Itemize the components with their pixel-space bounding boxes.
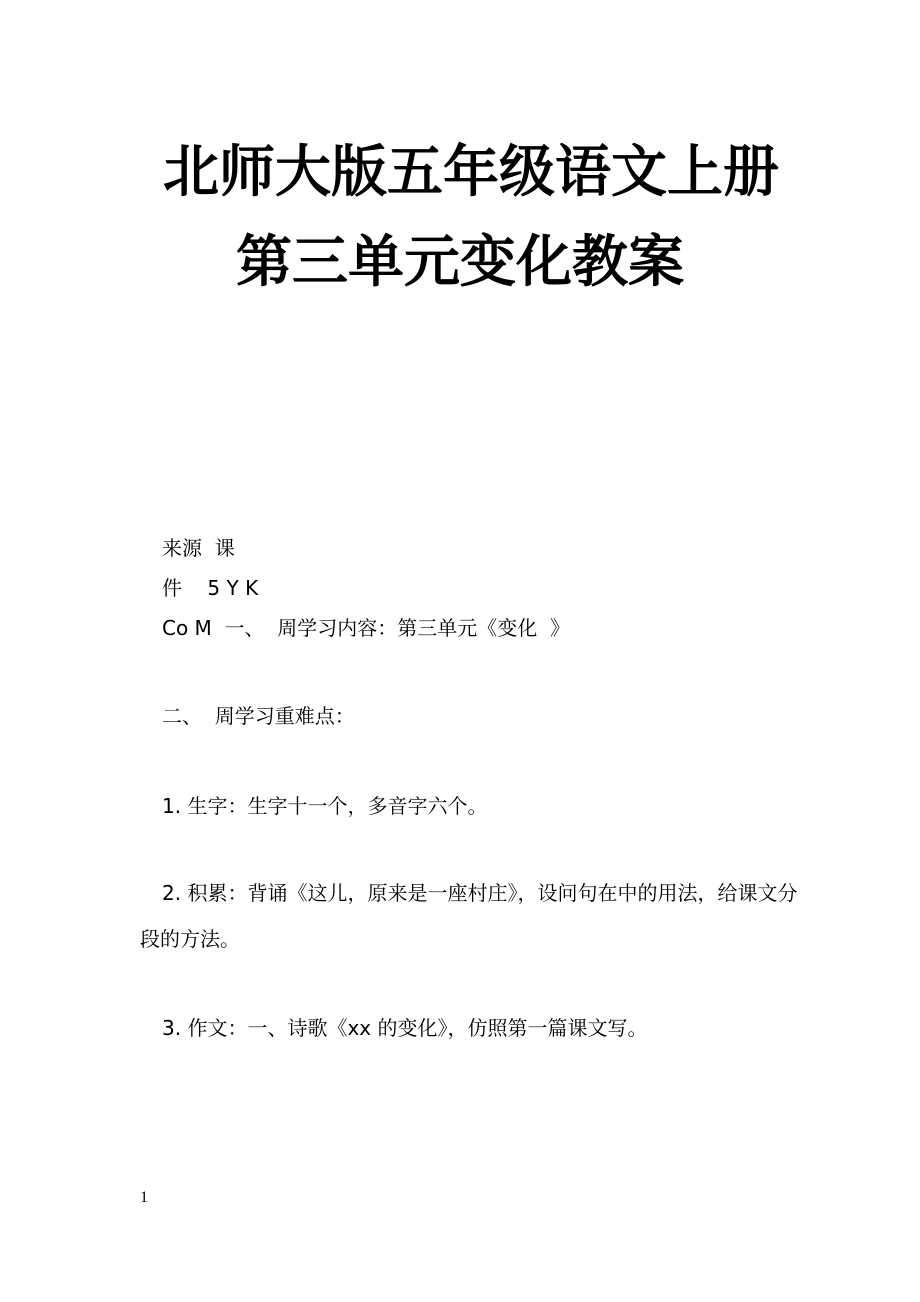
- source-line-2: 件 5 Y K: [162, 576, 259, 600]
- page-number: 1: [140, 1189, 148, 1206]
- title-line-2: 第三单元变化教案: [236, 230, 684, 295]
- list-item-3: 3. 作文：一、诗歌《xx 的变化》，仿照第一篇课文写。: [162, 1016, 648, 1040]
- document-body: [140, 528, 800, 1048]
- document-title: [0, 128, 920, 308]
- source-line-1: 来源 课: [162, 536, 235, 560]
- section2-heading: 二、 周学习重难点：: [162, 704, 355, 728]
- title-line-1: 北师大版五年级语文上册: [163, 140, 779, 205]
- source-line-3: Co M 一、 周学习内容：第三单元《变化 》: [162, 616, 570, 640]
- list-item-1: 1. 生字：生字十一个，多音字六个。: [162, 794, 488, 818]
- list-item-2: 2. 积累：背诵《这儿，原来是一座村庄》，设问句在中的用法，给课文分段的方法。: [140, 881, 798, 951]
